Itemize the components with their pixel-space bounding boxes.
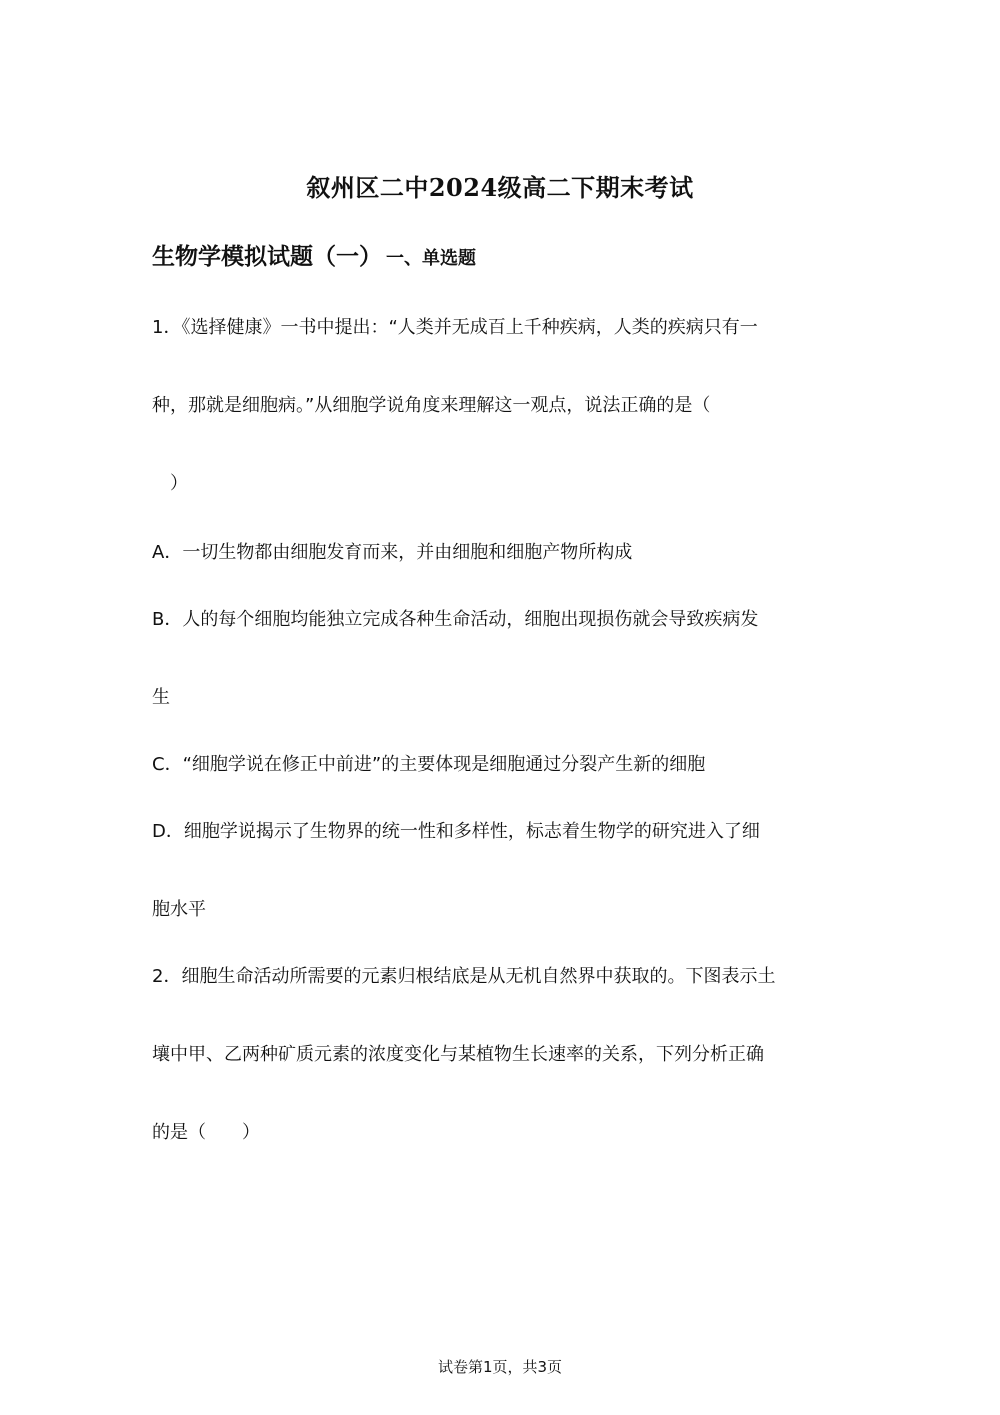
- question-1-option-d-line-1: D．细胞学说揭示了生物界的统一性和多样性，标志着生物学的研究进入了细: [152, 821, 760, 842]
- question-1-stem-line-2: 种，那就是细胞病。”从细胞学说角度来理解这一观点，说法正确的是（: [152, 395, 711, 416]
- question-1-option-a: A．一切生物都由细胞发育而来，并由细胞和细胞产物所构成: [152, 542, 633, 563]
- exam-title: 叙州区二中2024级高二下期末考试: [306, 173, 694, 202]
- question-1-stem-line-3: ）: [170, 473, 188, 494]
- question-2-stem-line-1: 2．细胞生命活动所需要的元素归根结底是从无机自然界中获取的。下图表示土: [152, 966, 776, 987]
- question-1-option-c: C．“细胞学说在修正中前进”的主要体现是细胞通过分裂产生新的细胞: [152, 754, 706, 775]
- question-1-option-b-line-2: 生: [152, 687, 170, 708]
- page-footer: 试卷第1页，共3页: [437, 1358, 563, 1376]
- exam-subtitle: 生物学模拟试题（一）: [152, 244, 382, 270]
- question-2-stem-line-3: 的是（ ）: [152, 1122, 260, 1143]
- question-2-stem-line-2: 壤中甲、乙两种矿质元素的浓度变化与某植物生长速率的关系，下列分析正确: [152, 1044, 764, 1065]
- question-1-stem-line-1: 1．《选择健康》一书中提出：“人类并无成百上千种疾病，人类的疾病只有一: [152, 317, 758, 338]
- subtitle-line: [152, 238, 476, 271]
- section-heading: 一、单选题: [386, 248, 476, 269]
- question-1-option-b-line-1: B．人的每个细胞均能独立完成各种生命活动，细胞出现损伤就会导致疾病发: [152, 609, 759, 630]
- question-1-option-d-line-2: 胞水平: [152, 899, 206, 920]
